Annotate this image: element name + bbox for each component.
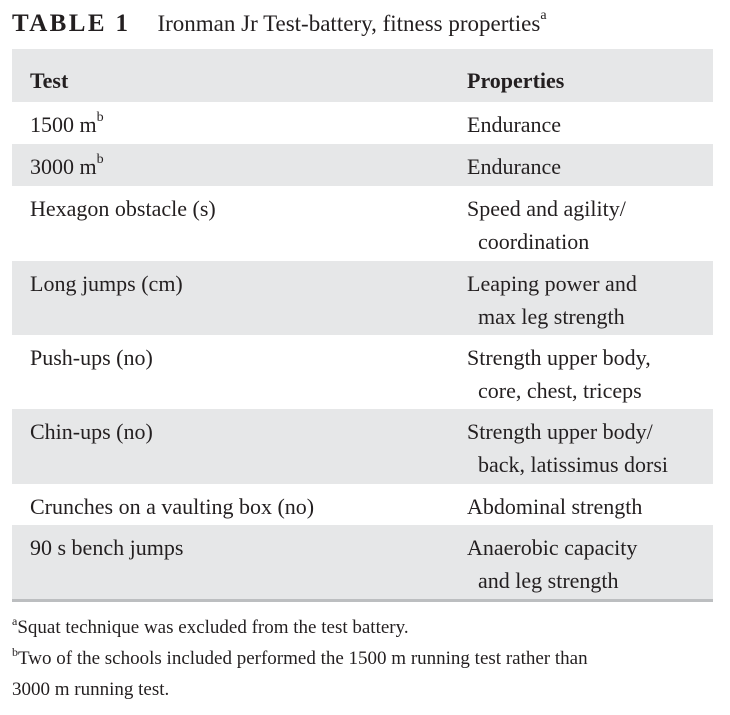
properties-line: Endurance: [467, 154, 562, 179]
table-row: [12, 186, 713, 261]
properties-line: Anaerobic capacity: [467, 535, 638, 560]
table-title-text: Ironman Jr Test-battery, fitness properties: [157, 11, 541, 36]
properties-line: core, chest, triceps: [478, 378, 642, 403]
properties-cell: [467, 531, 637, 597]
test-cell: Hexagon obstacle (s): [30, 196, 216, 221]
test-cell: Push-ups (no): [30, 345, 153, 370]
test-cell: 90 s bench jumps: [30, 535, 184, 560]
table-bottom-rule: [12, 599, 713, 602]
test-cell: [30, 150, 104, 183]
title-footnote-mark: a: [540, 8, 547, 24]
footnote-text: Two of the schools included performed the 1500 m running test rather than: [18, 648, 588, 669]
table-row: [12, 525, 713, 599]
table-caption: [12, 6, 547, 42]
footnote-text: Squat technique was excluded from the test battery.: [17, 617, 409, 638]
properties-line: max leg strength: [478, 304, 625, 329]
test-name: 3000 m: [30, 154, 97, 179]
column-header-properties: Properties: [467, 68, 565, 93]
footnote-a: [12, 612, 409, 643]
properties-line: Strength upper body,: [467, 345, 651, 370]
test-cell: Long jumps (cm): [30, 271, 183, 296]
fitness-table: [12, 49, 713, 599]
properties-line: and leg strength: [478, 568, 619, 593]
properties-cell: [467, 341, 651, 407]
table-header-row: [12, 49, 713, 102]
properties-line: Abdominal strength: [467, 494, 643, 519]
properties-cell: [467, 108, 561, 141]
properties-line: Strength upper body/: [467, 419, 653, 444]
table-row: [12, 144, 713, 186]
footnote-b: [12, 643, 588, 705]
table-row: [12, 102, 713, 144]
properties-line: coordination: [478, 229, 590, 254]
table-row: [12, 409, 713, 484]
properties-line: Leaping power and: [467, 271, 637, 296]
table-row: [12, 261, 713, 335]
properties-cell: [467, 150, 561, 183]
table-row: [12, 335, 713, 409]
footnote-mark: b: [12, 644, 18, 659]
table-row: [12, 484, 713, 525]
properties-line: Endurance: [467, 112, 562, 137]
properties-cell: [467, 192, 626, 258]
column-header-test: Test: [30, 68, 69, 93]
footnote-mark: b: [96, 109, 104, 125]
test-cell: Chin-ups (no): [30, 419, 153, 444]
table-label: TABLE 1: [12, 10, 131, 37]
table-title: [157, 8, 547, 37]
properties-line: Speed and agility/: [467, 196, 626, 221]
footnote-mark: a: [12, 613, 18, 628]
properties-cell: [467, 415, 668, 481]
properties-line: back, latissimus dorsi: [478, 452, 669, 477]
footnote-mark: b: [96, 151, 104, 167]
properties-cell: [467, 490, 642, 523]
test-cell: Crunches on a vaulting box (no): [30, 494, 315, 519]
test-cell: [30, 108, 104, 141]
footnote-text: 3000 m running test.: [12, 679, 170, 700]
test-name: 1500 m: [30, 112, 97, 137]
properties-cell: [467, 267, 637, 333]
